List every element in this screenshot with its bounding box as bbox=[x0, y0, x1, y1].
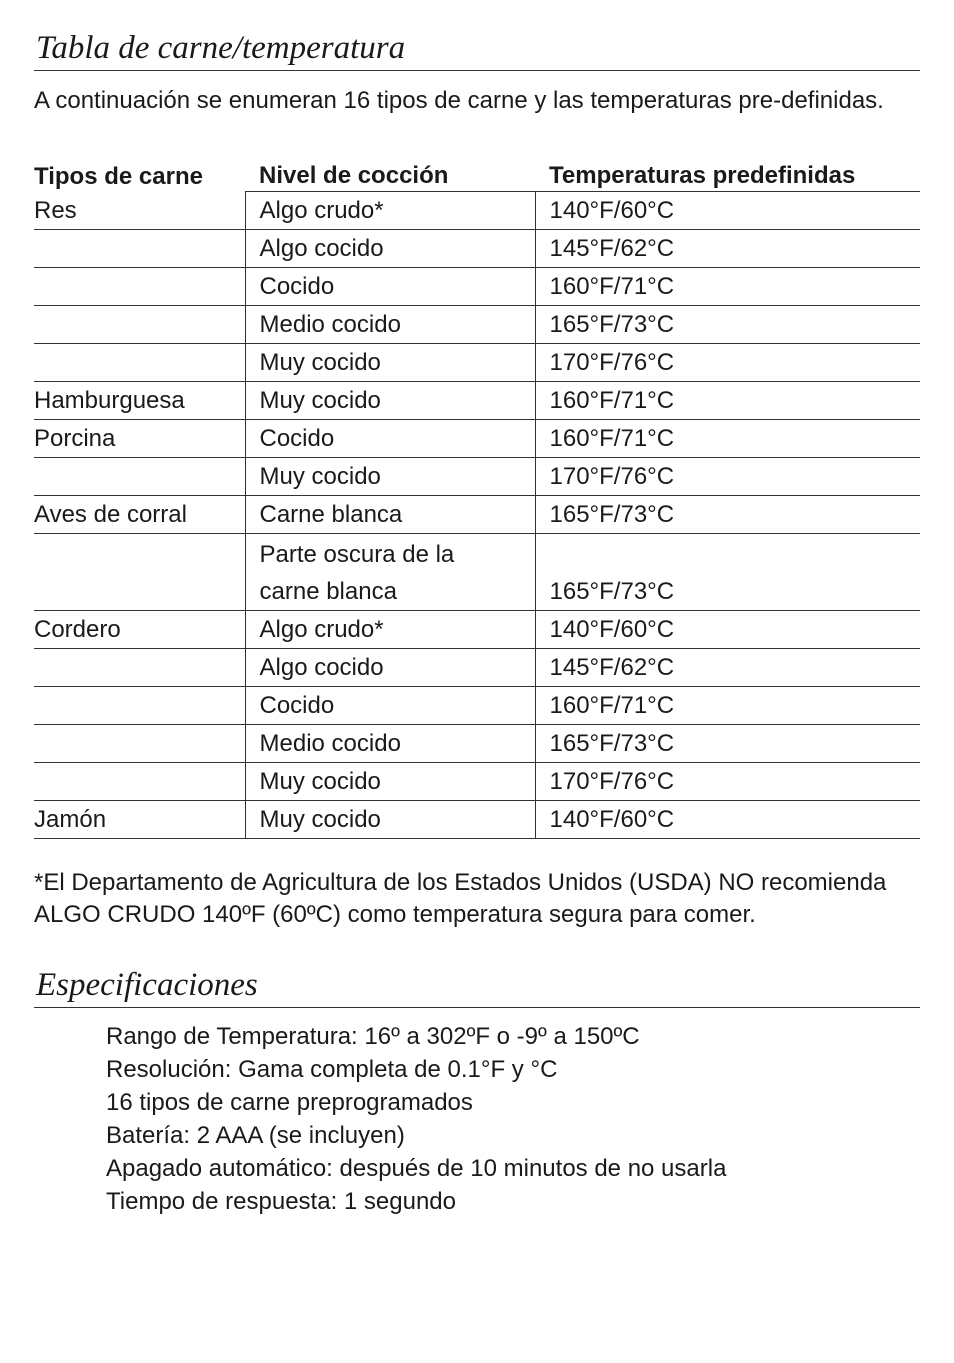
table-row bbox=[34, 382, 920, 420]
preset-temp-cell: 165°F/73°C bbox=[535, 725, 920, 763]
meat-type-cell: Aves de corral bbox=[34, 496, 245, 534]
doneness-cell: Algo crudo* bbox=[245, 611, 535, 649]
specs-list bbox=[34, 1020, 920, 1218]
title-rule bbox=[34, 70, 920, 71]
table-row bbox=[34, 725, 920, 763]
preset-temp-cell: 145°F/62°C bbox=[535, 230, 920, 268]
doneness-cell: Muy cocido bbox=[245, 458, 535, 496]
doneness-cell: Muy cocido bbox=[245, 382, 535, 420]
table-row bbox=[34, 344, 920, 382]
preset-temp-cell: 160°F/71°C bbox=[535, 268, 920, 306]
meat-type-cell bbox=[34, 687, 245, 725]
meat-type-cell: Cordero bbox=[34, 611, 245, 649]
meat-type-cell bbox=[34, 306, 245, 344]
doneness-cell: Muy cocido bbox=[245, 763, 535, 801]
specs-rule bbox=[34, 1007, 920, 1008]
meat-type-cell bbox=[34, 725, 245, 763]
doneness-cell: Parte oscura de la carne blanca bbox=[245, 534, 535, 611]
header-meat-type: Tipos de carne bbox=[34, 162, 203, 190]
table-row bbox=[34, 458, 920, 496]
spec-item: 16 tipos de carne preprogramados bbox=[106, 1089, 473, 1116]
table-row bbox=[34, 763, 920, 801]
table-row bbox=[34, 192, 920, 230]
table-row bbox=[34, 268, 920, 306]
preset-temp-cell: 170°F/76°C bbox=[535, 458, 920, 496]
preset-temp-cell: 165°F/73°C bbox=[535, 496, 920, 534]
meat-type-cell bbox=[34, 268, 245, 306]
doneness-cell: Cocido bbox=[245, 687, 535, 725]
manual-page bbox=[34, 0, 920, 1218]
preset-temp-cell: 140°F/60°C bbox=[535, 192, 920, 230]
doneness-cell: Algo cocido bbox=[245, 230, 535, 268]
table-row bbox=[34, 687, 920, 725]
preset-temp-cell: 160°F/71°C bbox=[535, 382, 920, 420]
table-row bbox=[34, 649, 920, 687]
doneness-cell: Cocido bbox=[245, 268, 535, 306]
meat-type-cell bbox=[34, 534, 245, 611]
preset-temp-cell: 165°F/73°C bbox=[535, 534, 920, 611]
doneness-cell: Cocido bbox=[245, 420, 535, 458]
header-doneness: Nivel de cocción bbox=[259, 162, 449, 189]
preset-temp-cell: 140°F/60°C bbox=[535, 611, 920, 649]
meat-type-cell bbox=[34, 649, 245, 687]
preset-temp-cell: 145°F/62°C bbox=[535, 649, 920, 687]
preset-temp-cell: 165°F/73°C bbox=[535, 306, 920, 344]
meat-type-cell: Res bbox=[34, 192, 245, 230]
meat-type-cell bbox=[34, 763, 245, 801]
table-row bbox=[34, 801, 920, 839]
table-row bbox=[34, 230, 920, 268]
doneness-cell: Muy cocido bbox=[245, 801, 535, 839]
table-header-row bbox=[34, 157, 920, 192]
meat-type-cell: Hamburguesa bbox=[34, 382, 245, 420]
spec-item: Rango de Temperatura: 16º a 302ºF o -9º a 150ºC bbox=[106, 1023, 640, 1050]
doneness-cell: Carne blanca bbox=[245, 496, 535, 534]
meat-type-cell bbox=[34, 230, 245, 268]
specs-title: Especificaciones bbox=[36, 967, 258, 1003]
doneness-cell: Algo crudo* bbox=[245, 192, 535, 230]
meat-table-title: Tabla de carne/temperatura bbox=[36, 30, 406, 66]
preset-temp-cell: 170°F/76°C bbox=[535, 344, 920, 382]
doneness-cell: Medio cocido bbox=[245, 306, 535, 344]
usda-footnote: *El Departamento de Agricultura de los Estados Unidos (USDA) NO recomienda ALGO CRUDO 140ºF (60ºC) como temperatura segura para comer. bbox=[34, 869, 887, 928]
preset-temp-cell: 160°F/71°C bbox=[535, 420, 920, 458]
table-body bbox=[34, 192, 920, 839]
meat-type-cell bbox=[34, 458, 245, 496]
doneness-cell: Muy cocido bbox=[245, 344, 535, 382]
table-row bbox=[34, 306, 920, 344]
meat-temperature-table bbox=[34, 157, 920, 839]
header-preset-temp: Temperaturas predefinidas bbox=[549, 162, 856, 189]
preset-temp-cell: 160°F/71°C bbox=[535, 687, 920, 725]
meat-type-cell: Jamón bbox=[34, 801, 245, 839]
preset-temp-cell: 170°F/76°C bbox=[535, 763, 920, 801]
preset-temp-cell: 140°F/60°C bbox=[535, 801, 920, 839]
table-row bbox=[34, 420, 920, 458]
doneness-cell: Algo cocido bbox=[245, 649, 535, 687]
doneness-cell: Medio cocido bbox=[245, 725, 535, 763]
meat-type-cell bbox=[34, 344, 245, 382]
spec-item: Resolución: Gama completa de 0.1°F y °C bbox=[106, 1056, 558, 1083]
spec-item: Batería: 2 AAA (se incluyen) bbox=[106, 1122, 405, 1149]
spec-item: Apagado automático: después de 10 minutos de no usarla bbox=[106, 1155, 727, 1182]
table-row bbox=[34, 534, 920, 611]
meat-type-cell: Porcina bbox=[34, 420, 245, 458]
intro-paragraph: A continuación se enumeran 16 tipos de carne y las temperaturas pre-definidas. bbox=[34, 87, 884, 114]
spec-item: Tiempo de respuesta: 1 segundo bbox=[106, 1188, 457, 1215]
table-row bbox=[34, 496, 920, 534]
table-row bbox=[34, 611, 920, 649]
